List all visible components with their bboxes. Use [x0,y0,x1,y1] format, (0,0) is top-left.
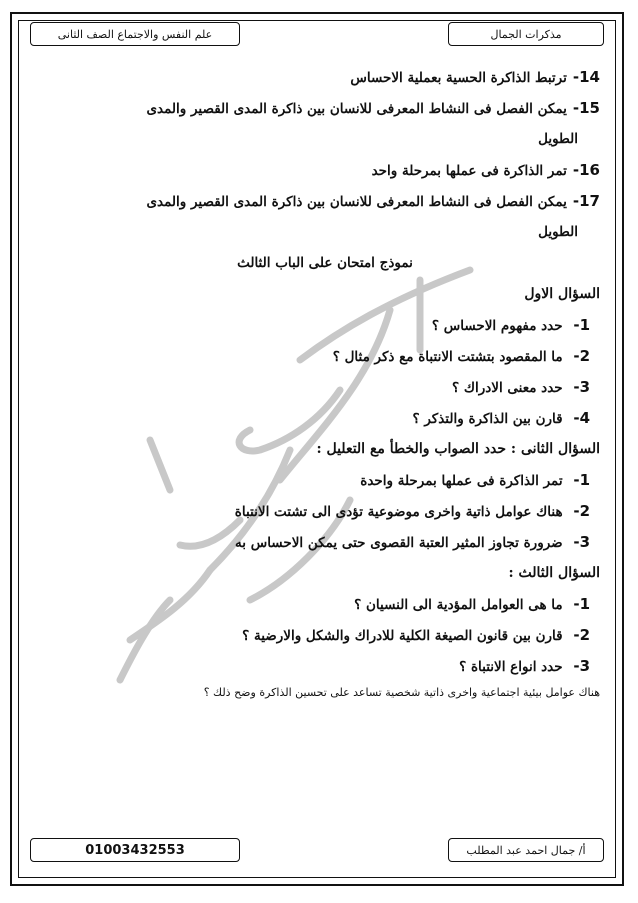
item-15-continuation: الطويل [538,131,578,147]
q3-item-2: 2- قارن بين قانون الصيغة الكلية للادراك والشكل والارضية ؟ [242,626,590,644]
q1-item-2: 2- ما المقصود بتشتت الانتباة مع ذكر مثال ؟ [332,347,590,365]
header-subject: علم النفس والاجتماع الصف الثانى [57,27,213,41]
footer-teacher-name: أ/ جمال احمد عبد المطلب [466,843,586,857]
q1-item-3: 3- حدد معنى الادراك ؟ [451,378,590,396]
footer-phone-box [30,838,240,862]
header-notes-box [448,22,604,46]
footer-teacher-box [448,838,604,862]
q1-title: السؤال الاول [524,286,600,302]
exam-title: نموذج امتحان على الباب الثالث [237,255,413,271]
q1-item-1: 1- حدد مفهوم الاحساس ؟ [431,316,590,334]
header-subject-box [30,22,240,46]
item-17: 17-يمكن الفصل فى النشاط المعرفى للانسان بين ذاكرة المدى القصير والمدى [146,192,600,210]
q2-title: السؤال الثانى : حدد الصواب والخطأ مع التعليل : [316,441,600,457]
footer-phone: 01003432553 [85,842,185,858]
q3-item-1: 1- ما هى العوامل المؤدية الى النسيان ؟ [354,595,590,613]
q2-item-2: 2- هناك عوامل ذاتية واخرى موضوعية تؤدى الى تشتت الانتباة [234,502,590,520]
item-14: 14-ترتبط الذاكرة الحسية بعملية الاحساس [350,68,600,86]
q3-item-3: 3- حدد انواع الانتباة ؟ [459,657,590,675]
q3-title: السؤال الثالث : [508,565,600,581]
item-15: 15-يمكن الفصل فى النشاط المعرفى للانسان بين ذاكرة المدى القصير والمدى [146,99,600,117]
q2-item-3: 3- ضرورة تجاوز المثير العتبة القصوى حتى يمكن الاحساس به [235,533,590,551]
header-notes-title: مذكرات الجمال [490,27,562,41]
document-body [90,62,600,704]
q3-note: هناك عوامل بيئية اجتماعية واخرى ذاتية شخصية تساعد على تحسين الذاكرة وضح ذلك ؟ [203,686,600,699]
item-16: 16-تمر الذاكرة فى عملها بمرحلة واحد [371,161,600,179]
q1-item-4: 4- قارن بين الذاكرة والتذكر ؟ [412,409,590,427]
item-17-continuation: الطويل [538,224,578,240]
q2-item-1: 1- تمر الذاكرة فى عملها بمرحلة واحدة [360,471,590,489]
